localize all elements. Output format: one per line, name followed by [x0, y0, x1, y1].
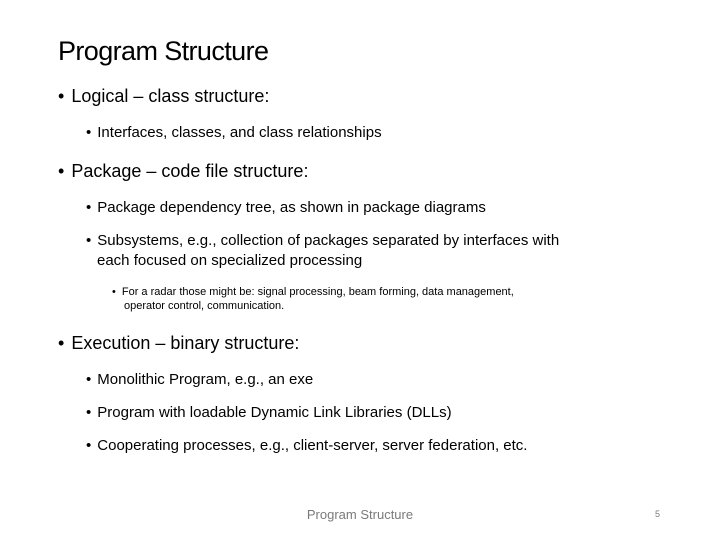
bullet-execution-sub3 [86, 437, 527, 454]
bullet-execution-sub2-text: Program with loadable Dynamic Link Libraries (DLLs) [97, 404, 452, 421]
bullet-logical [58, 86, 269, 107]
bullet-package-text: Package – code file structure: [71, 161, 309, 181]
bullet-dot-icon: • [58, 161, 65, 181]
bullet-dot-icon: • [58, 333, 65, 353]
slide-footer: Program Structure [306, 507, 414, 522]
bullet-dot-icon: • [86, 404, 92, 421]
bullet-logical-sub1-text: Interfaces, classes, and class relationships [97, 124, 382, 141]
bullet-execution-text: Execution – binary structure: [71, 333, 300, 353]
bullet-dot-icon: • [86, 232, 92, 249]
bullet-dot-icon: • [86, 199, 92, 216]
bullet-package-sub2 [86, 232, 559, 249]
bullet-package-sub2-detail-line1: For a radar those might be: signal processing, beam forming, data management, [121, 286, 514, 298]
bullet-package-sub2-detail-line2: operator control, communication. [124, 300, 285, 312]
bullet-package-sub2-detail [112, 286, 514, 299]
bullet-package-sub1 [86, 199, 486, 216]
bullet-dot-icon: • [86, 371, 92, 388]
bullet-logical-text: Logical – class structure: [71, 86, 270, 106]
bullet-execution [58, 333, 299, 354]
bullet-dot-icon: • [112, 286, 116, 298]
bullet-package-sub1-text: Package dependency tree, as shown in package diagrams [97, 199, 486, 216]
bullet-package [58, 161, 308, 182]
bullet-execution-sub3-text: Cooperating processes, e.g., client-server, server federation, etc. [97, 437, 528, 454]
bullet-execution-sub1 [86, 371, 313, 388]
bullet-logical-sub1 [86, 124, 382, 141]
slide-title: Program Structure [58, 36, 269, 66]
bullet-execution-sub1-text: Monolithic Program, e.g., an exe [97, 371, 314, 388]
bullet-dot-icon: • [86, 124, 92, 141]
bullet-dot-icon: • [86, 437, 92, 454]
bullet-dot-icon: • [58, 86, 65, 106]
page-number: 5 [655, 509, 661, 519]
bullet-package-sub2-line2: each focused on specialized processing [97, 252, 363, 269]
bullet-package-sub2-line1: Subsystems, e.g., collection of packages separated by interfaces with [97, 232, 560, 249]
bullet-execution-sub2 [86, 404, 452, 421]
